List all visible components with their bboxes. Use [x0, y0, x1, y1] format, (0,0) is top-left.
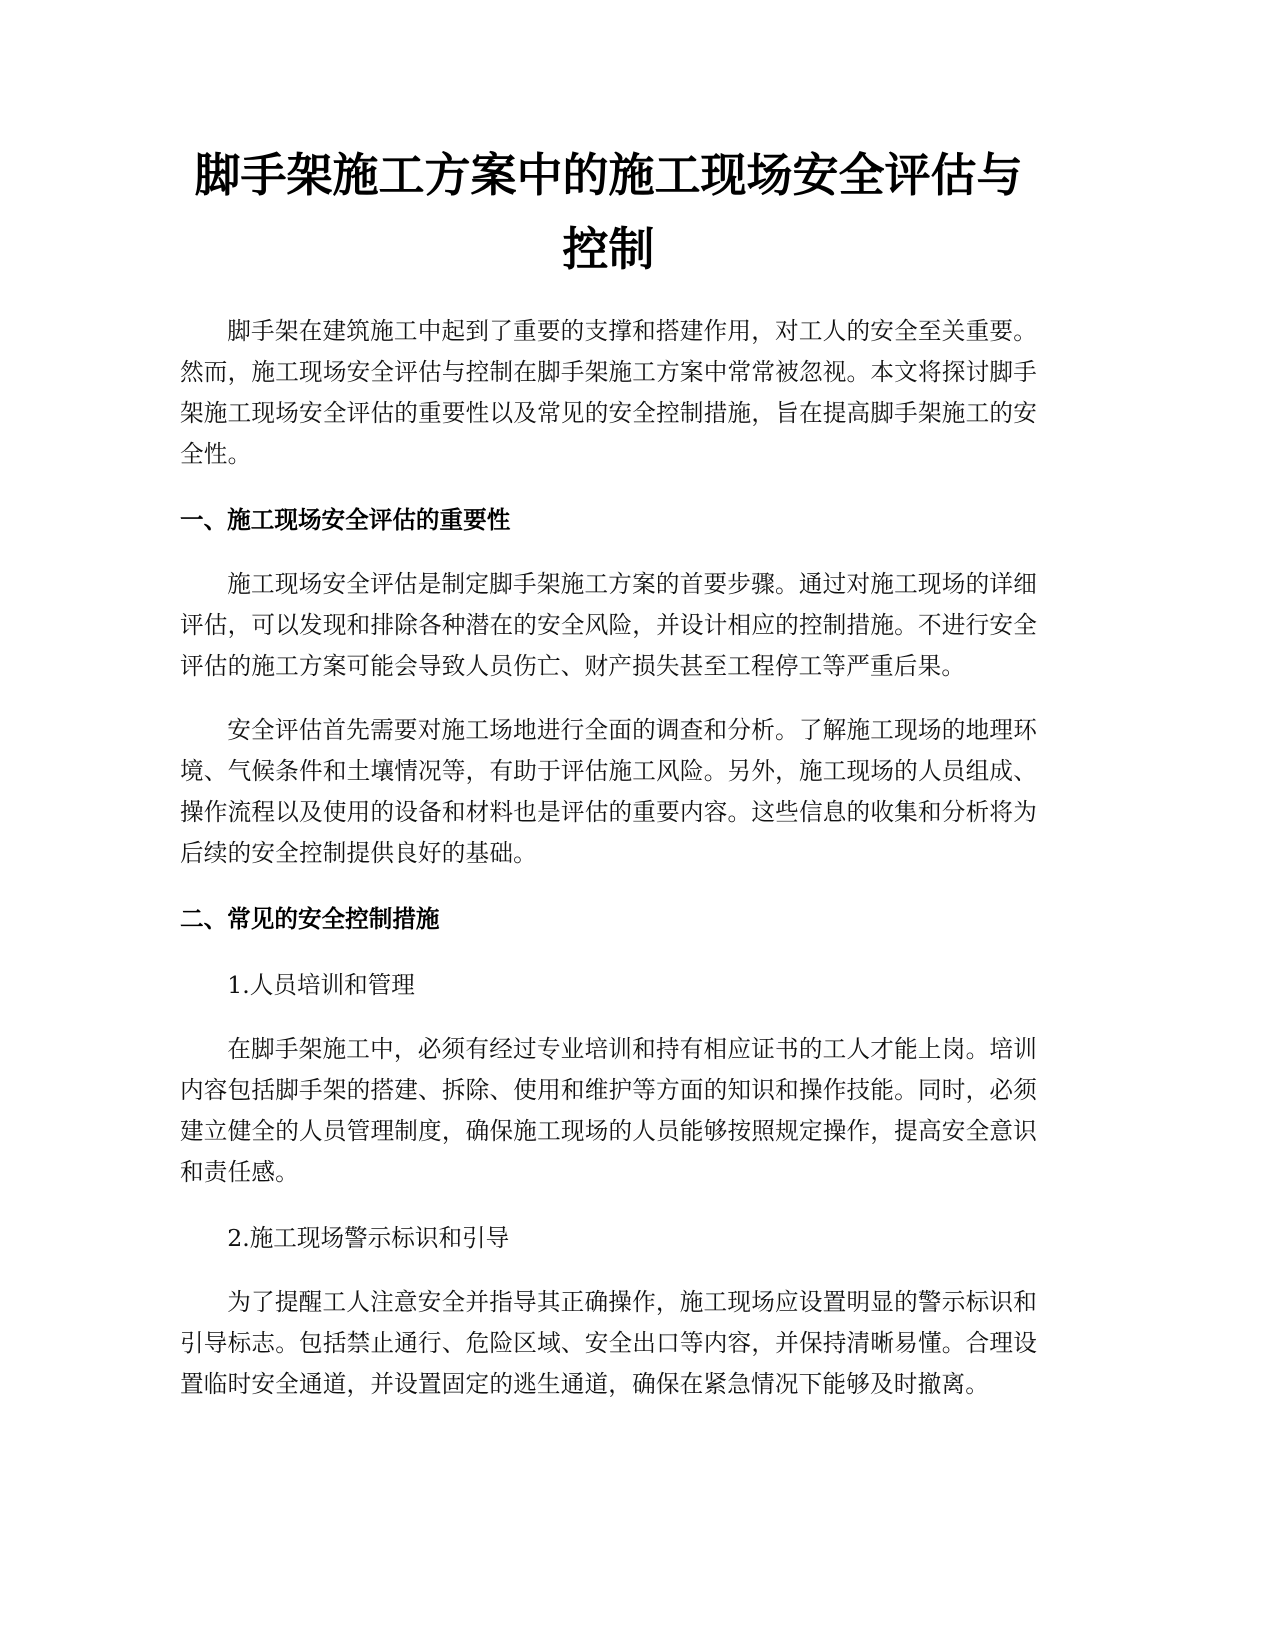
section-1-paragraph-2: 安全评估首先需要对施工场地进行全面的调查和分析。了解施工现场的地理环境、气候条件和土壤情况等，有助于评估施工风险。另外，施工现场的人员组成、操作流程以及使用的设备和材料也是评估的重要内容。这些信息的收集和分析将为后续的安全控制提供良好的基础。 [180, 716, 1037, 867]
section-1-heading: 一、施工现场安全评估的重要性 [180, 506, 511, 534]
item-2-title: 2.施工现场警示标识和引导 [227, 1224, 510, 1252]
document-title: 脚手架施工方案中的施工现场安全评估与控制 [194, 148, 1023, 276]
item-1-paragraph: 在脚手架施工中，必须有经过专业培训和持有相应证书的工人才能上岗。培训内容包括脚手架的搭建、拆除、使用和维护等方面的知识和操作技能。同时，必须建立健全的人员管理制度，确保施工现场的人员能够按照规定操作，提高安全意识和责任感。 [180, 1035, 1037, 1186]
item-2-paragraph: 为了提醒工人注意安全并指导其正确操作，施工现场应设置明显的警示标识和引导标志。包括禁止通行、危险区域、安全出口等内容，并保持清晰易懂。合理设置临时安全通道，并设置固定的逃生通道，确保在紧急情况下能够及时撤离。 [180, 1288, 1037, 1398]
document-page [180, 0, 1037, 1650]
item-1-title: 1.人员培训和管理 [227, 971, 415, 999]
intro-paragraph: 脚手架在建筑施工中起到了重要的支撑和搭建作用，对工人的安全至关重要。然而，施工现场安全评估与控制在脚手架施工方案中常常被忽视。本文将探讨脚手架施工现场安全评估的重要性以及常见的安全控制措施，旨在提高脚手架施工的安全性。 [180, 317, 1037, 468]
section-1-paragraph-1: 施工现场安全评估是制定脚手架施工方案的首要步骤。通过对施工现场的详细评估，可以发现和排除各种潜在的安全风险，并设计相应的控制措施。不进行安全评估的施工方案可能会导致人员伤亡、财产损失甚至工程停工等严重后果。 [180, 570, 1037, 680]
section-2-heading: 二、常见的安全控制措施 [180, 905, 440, 933]
